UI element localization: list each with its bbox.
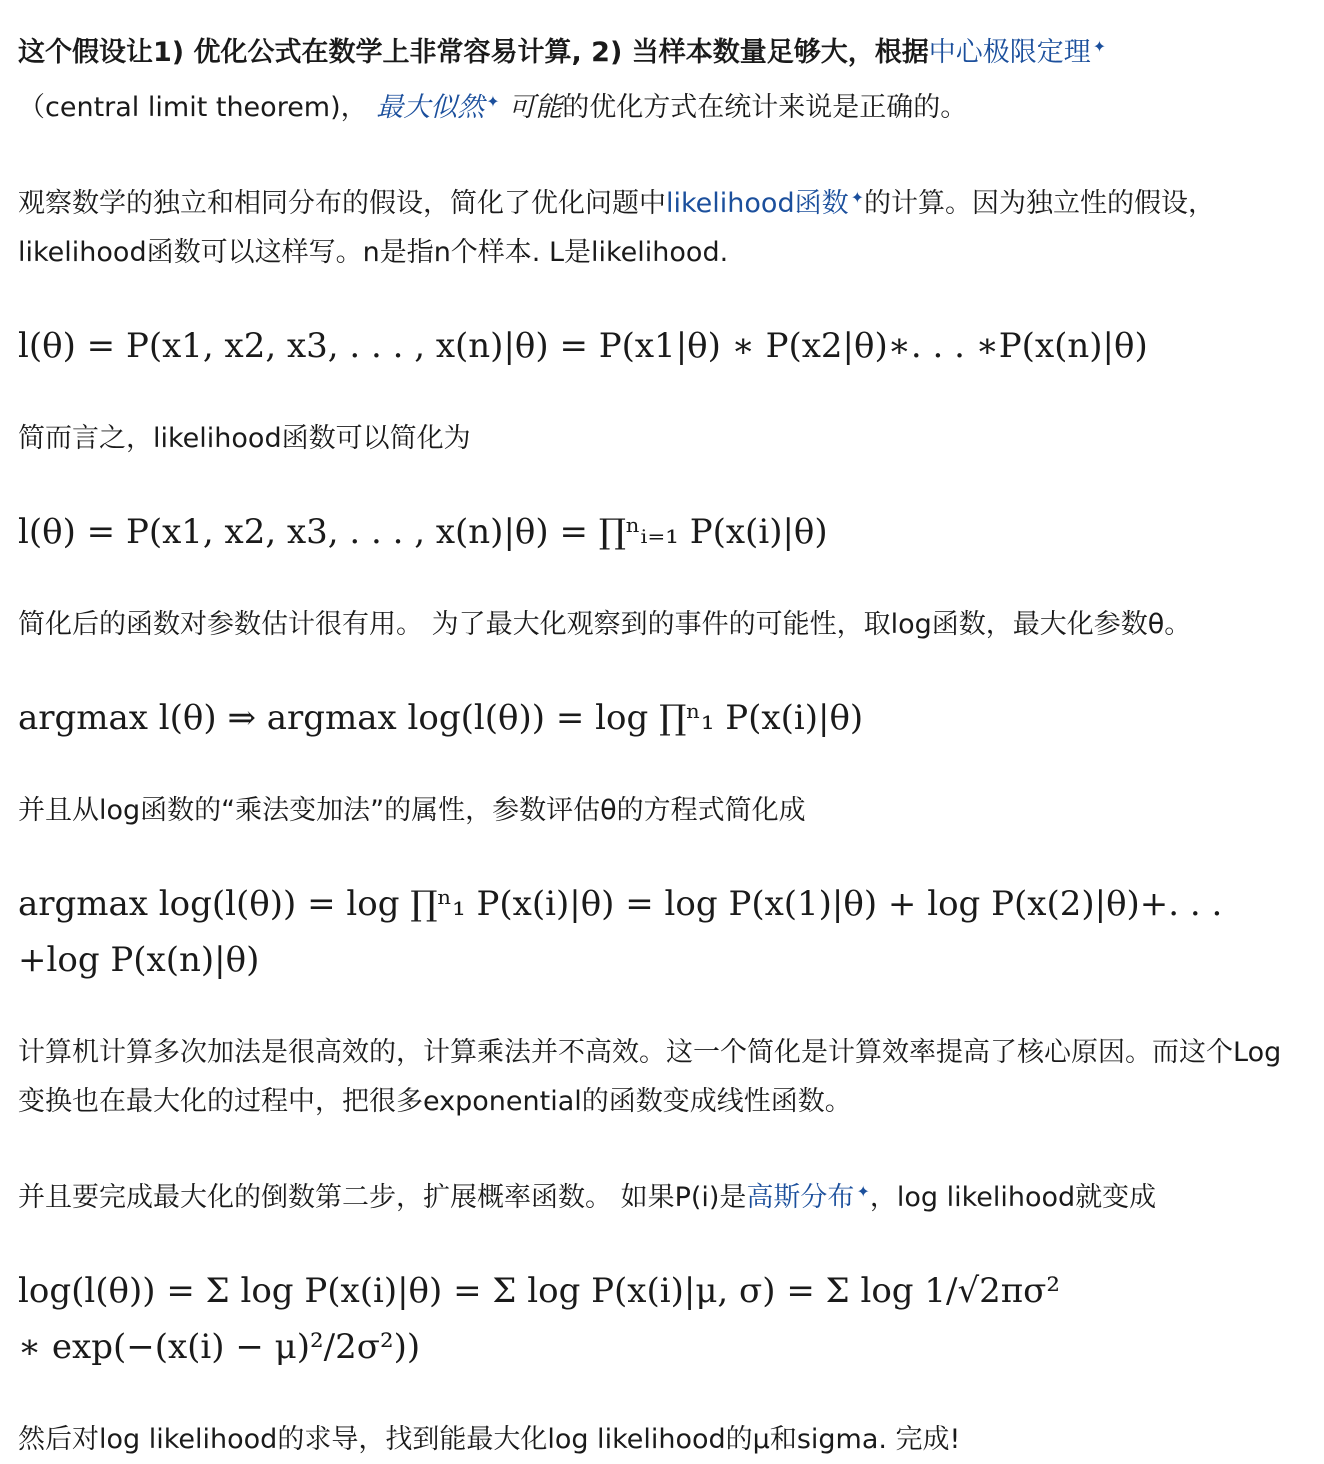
link-maximum-likelihood[interactable]: 最大似然 (376, 92, 485, 123)
gaussian-text-after: ，log likelihood就变成 (869, 1182, 1157, 1213)
paragraph-efficiency: 计算机计算多次加法是很高效的，计算乘法并不高效。这一个简化是计算效率提高了核心原因。而这个Log变换也在最大化的过程中，把很多exponential的函数变成线性函数。 (18, 1037, 1282, 1117)
iid-text-before: 观察数学的独立和相同分布的假设，简化了优化问题中 (18, 188, 666, 219)
equation-log-sum (18, 876, 1306, 988)
paragraph-assumption (18, 22, 1306, 132)
iid-text-after: 的计算。因为独立性的假设，likelihood函数可以这样写。n是指n个样本. L是likelihood. (18, 188, 1215, 268)
central-limit-theorem-english: （central limit theorem)， (18, 92, 368, 123)
equation-likelihood-simplified: l(θ) = P(x1, x2, x3, . . . , x(n)|θ) = ∏ⁿᵢ₌₁ P(x(i)|θ) (18, 512, 828, 552)
equation-gaussian-line-1: log(l(θ)) = Σ log P(x(i)|θ) = Σ log P(x(i)|μ, σ) = Σ log 1/√2πσ² (18, 1271, 1060, 1311)
italic-possible-text: 可能 (508, 92, 563, 123)
equation-log-sum-line-1: argmax log(l(θ)) = log ∏ⁿ₁ P(x(i)|θ) = log P(x(1)|θ) + log P(x(2)|θ)+. . . (18, 884, 1223, 924)
sparkle-icon: ✦ (856, 1182, 870, 1201)
paragraph-iid (18, 173, 1306, 277)
equation-gaussian-log-likelihood (18, 1263, 1306, 1375)
equation-log-sum-line-2: +log P(x(n)|θ) (18, 940, 260, 980)
gaussian-text-before: 并且要完成最大化的倒数第二步，扩展概率函数。 如果P(i)是 (18, 1182, 747, 1213)
sparkle-icon: ✦ (850, 188, 864, 207)
article-body (18, 22, 1306, 1464)
sparkle-icon: ✦ (486, 92, 500, 111)
link-central-limit-theorem[interactable]: 中心极限定理 (928, 37, 1091, 68)
link-gaussian-distribution[interactable]: 高斯分布 (746, 1182, 855, 1213)
paragraph-gaussian (18, 1167, 1306, 1222)
equation-likelihood-product: l(θ) = P(x1, x2, x3, . . . , x(n)|θ) = P(x1|θ) ∗ P(x2|θ)∗. . . ∗P(x(n)|θ) (18, 326, 1148, 366)
paragraph-simplify: 简而言之，likelihood函数可以简化为 (18, 423, 471, 454)
equation-argmax-log: argmax l(θ) ⇒ argmax log(l(θ)) = log ∏ⁿ₁ P(x(i)|θ) (18, 698, 864, 738)
paragraph-log-property: 并且从log函数的“乘法变加法”的属性，参数评估θ的方程式简化成 (18, 795, 806, 826)
assumption-bold-text: 这个假设让1) 优化公式在数学上非常容易计算, 2) 当样本数量足够大，根据 (18, 37, 929, 68)
equation-gaussian-line-2: ∗ exp(−(x(i) − μ)²/2σ²)) (18, 1327, 421, 1367)
paragraph-conclusion: 然后对log likelihood的求导，找到能最大化log likelihood的μ和sigma. 完成! (18, 1424, 961, 1455)
paragraph-parameter-estimation: 简化后的函数对参数估计很有用。 为了最大化观察到的事件的可能性，取log函数，最大化参数θ。 (18, 609, 1192, 640)
link-likelihood-function[interactable]: likelihood函数 (666, 188, 849, 219)
sparkle-icon: ✦ (1092, 37, 1107, 56)
assumption-tail-text: 的优化方式在统计来说是正确的。 (562, 92, 968, 123)
